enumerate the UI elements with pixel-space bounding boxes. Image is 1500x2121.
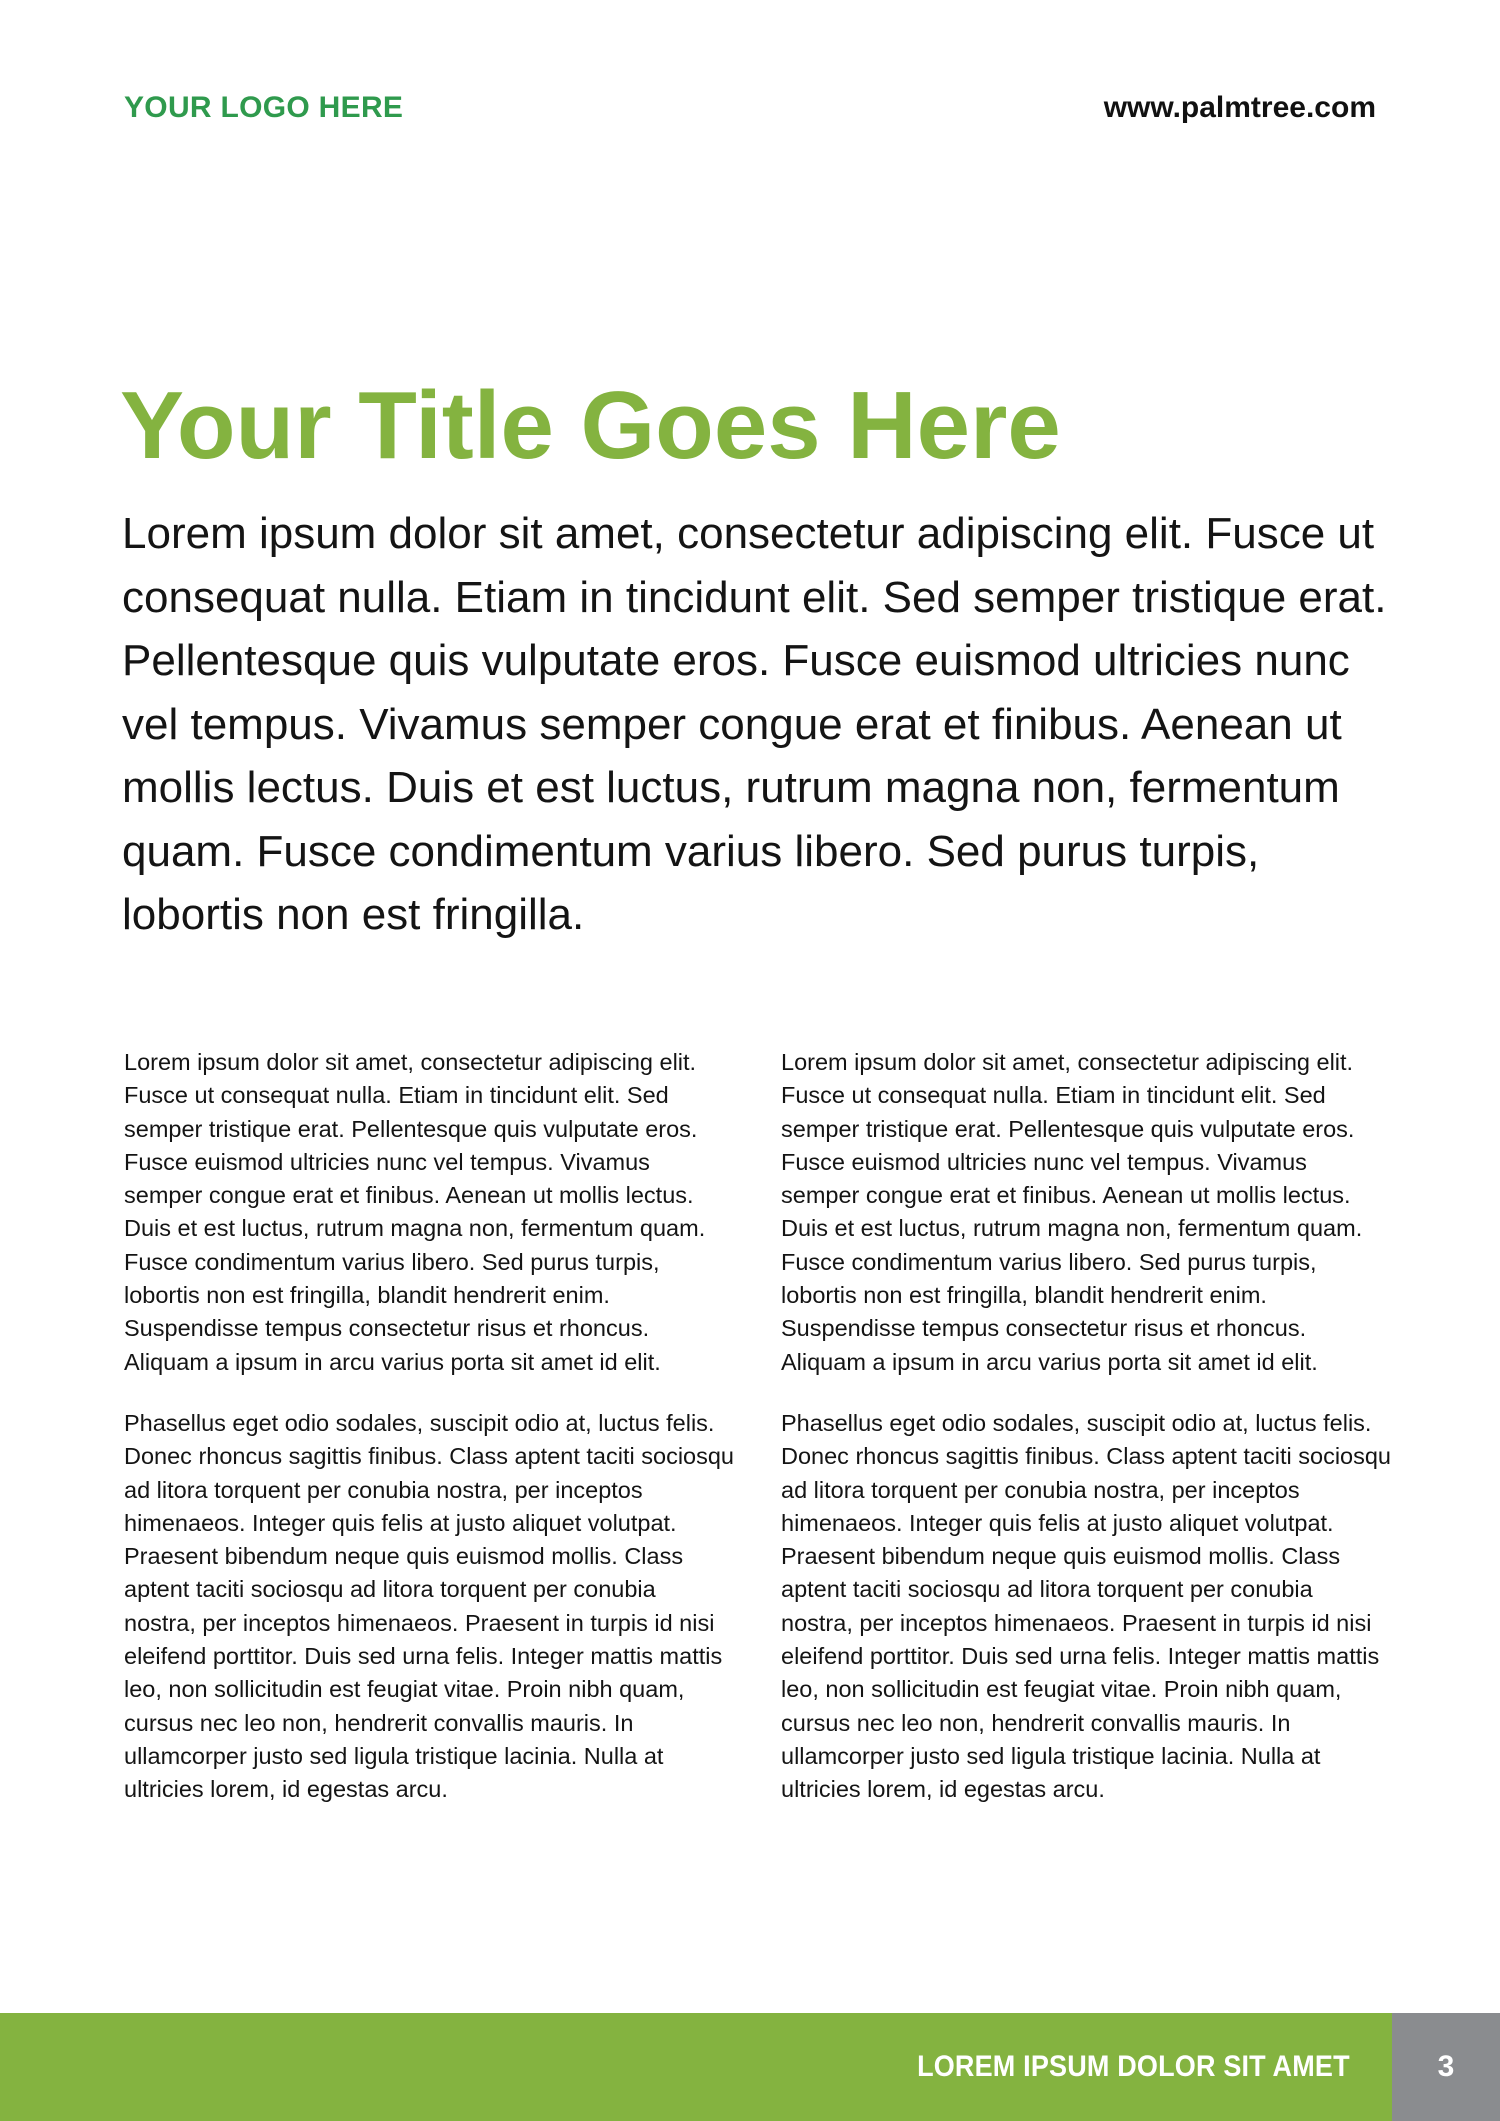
body-column-right <box>781 1046 1391 1835</box>
page-title: Your Title Goes Here <box>120 372 1061 479</box>
body-column-left <box>124 1046 734 1835</box>
body-paragraph: Lorem ipsum dolor sit amet, consectetur adipiscing elit. Fusce ut consequat nulla. Etiam in tincidunt elit. Sed semper tristique erat. Pellentesque quis vulputate eros. Fusce euismod ultricies nunc vel tempus. Vivamus semper congue erat et finibus. Aenean ut mollis lectus. Duis et est luctus, rutrum magna non, fermentum quam. Fusce condimentum varius libero. Sed purus turpis, lobortis non est fringilla, blandit hendrerit enim. Suspendisse tempus consectetur risus et rhoncus. Aliquam a ipsum in arcu varius porta sit amet id elit. <box>124 1049 706 1375</box>
logo-text: YOUR LOGO HERE <box>124 91 404 124</box>
footer-bar <box>0 2013 1392 2121</box>
footer-label: LOREM IPSUM DOLOR SIT AMET <box>917 2050 1350 2083</box>
website-url[interactable]: www.palmtree.com <box>1103 91 1376 124</box>
page-number: 3 <box>1392 2013 1500 2121</box>
body-paragraph: Phasellus eget odio sodales, suscipit odio at, luctus felis. Donec rhoncus sagittis finibus. Class aptent taciti sociosqu ad litora torquent per conubia nostra, per inceptos himenaeos. Integer quis felis at justo aliquet volutpat. Praesent bibendum neque quis euismod mollis. Class aptent taciti sociosqu ad litora torquent per conubia nostra, per inceptos himenaeos. Praesent in turpis id nisi eleifend porttitor. Duis sed urna felis. Integer mattis mattis leo, non sollicitudin est feugiat vitae. Proin nibh quam, cursus nec leo non, hendrerit convallis mauris. In ullamcorper justo sed ligula tristique lacinia. Nulla at ultricies lorem, id egestas arcu. <box>781 1409 1392 1803</box>
body-paragraph: Lorem ipsum dolor sit amet, consectetur adipiscing elit. Fusce ut consequat nulla. Etiam in tincidunt elit. Sed semper tristique erat. Pellentesque quis vulputate eros. Fusce euismod ultricies nunc vel tempus. Vivamus semper congue erat et finibus. Aenean ut mollis lectus. Duis et est luctus, rutrum magna non, fermentum quam. Fusce condimentum varius libero. Sed purus turpis, lobortis non est fringilla, blandit hendrerit enim. Suspendisse tempus consectetur risus et rhoncus. Aliquam a ipsum in arcu varius porta sit amet id elit. <box>781 1049 1363 1375</box>
lead-paragraph: Lorem ipsum dolor sit amet, consectetur adipiscing elit. Fusce ut consequat nulla. Etiam in tincidunt elit. Sed semper tristique erat. Pellentesque quis vulputate eros. Fusce euismod ultricies nunc vel tempus. Vivamus semper congue erat et finibus. Aenean ut mollis lectus. Duis et est luctus, rutrum magna non, fermentum quam. Fusce condimentum varius libero. Sed purus turpis, lobortis non est fringilla. <box>122 509 1387 939</box>
body-paragraph: Phasellus eget odio sodales, suscipit odio at, luctus felis. Donec rhoncus sagittis finibus. Class aptent taciti sociosqu ad litora torquent per conubia nostra, per inceptos himenaeos. Integer quis felis at justo aliquet volutpat. Praesent bibendum neque quis euismod mollis. Class aptent taciti sociosqu ad litora torquent per conubia nostra, per inceptos himenaeos. Praesent in turpis id nisi eleifend porttitor. Duis sed urna felis. Integer mattis mattis leo, non sollicitudin est feugiat vitae. Proin nibh quam, cursus nec leo non, hendrerit convallis mauris. In ullamcorper justo sed ligula tristique lacinia. Nulla at ultricies lorem, id egestas arcu. <box>124 1409 735 1803</box>
